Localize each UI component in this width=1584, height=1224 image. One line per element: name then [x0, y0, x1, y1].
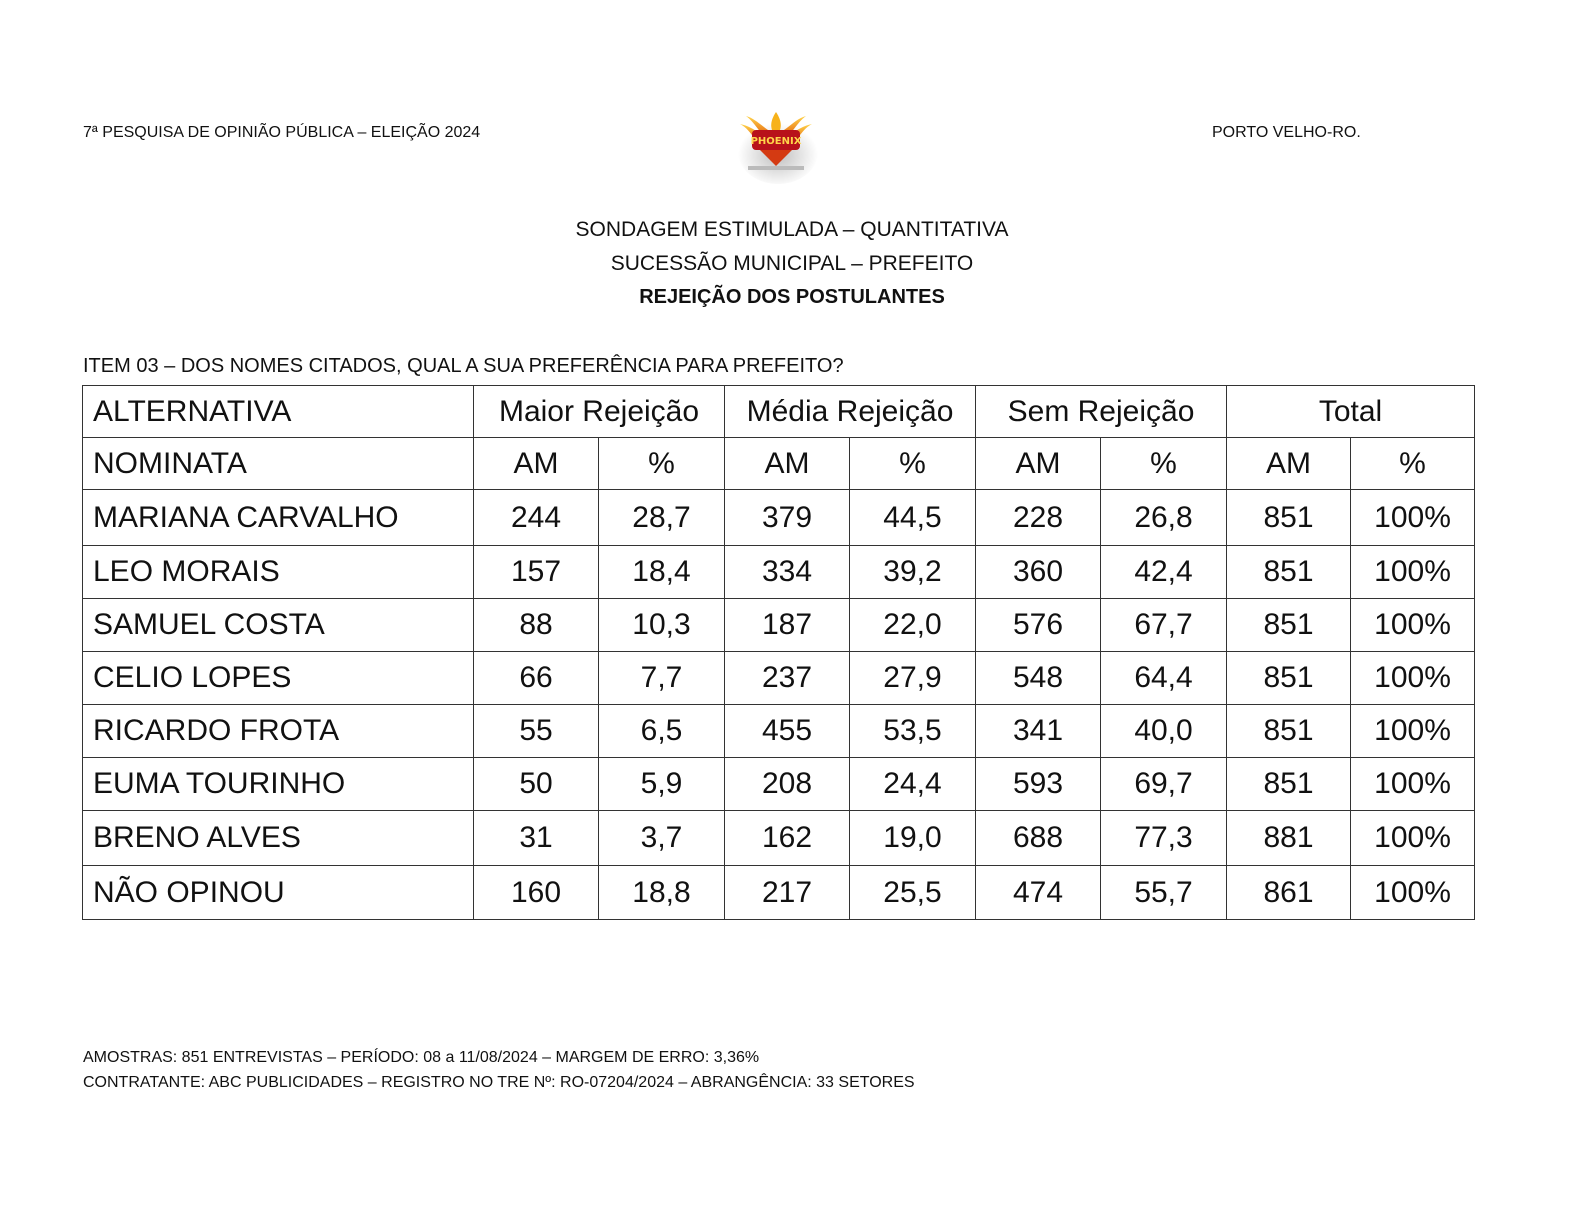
- subheader-cell: AM: [725, 438, 850, 490]
- value-cell: 187: [725, 599, 850, 652]
- value-cell: 861: [1227, 866, 1351, 920]
- value-cell: 39,2: [850, 546, 976, 599]
- footer-samples: AMOSTRAS: 851 ENTREVISTAS – PERÍODO: 08 a 11/08/2024 – MARGEM DE ERRO: 3,36%: [83, 1049, 760, 1066]
- subheader-cell: %: [1351, 438, 1475, 490]
- value-cell: 334: [725, 546, 850, 599]
- header-location: PORTO VELHO-RO.: [1212, 124, 1361, 141]
- value-cell: 18,8: [599, 866, 725, 920]
- value-cell: 474: [976, 866, 1101, 920]
- value-cell: 40,0: [1101, 705, 1227, 758]
- value-cell: 44,5: [850, 490, 976, 546]
- value-cell: 88: [474, 599, 599, 652]
- header-survey-title: 7ª PESQUISA DE OPINIÃO PÚBLICA – ELEIÇÃO 2024: [83, 124, 481, 141]
- candidate-name: CELIO LOPES: [83, 652, 474, 705]
- table-row: [83, 758, 1475, 811]
- value-cell: 379: [725, 490, 850, 546]
- value-cell: 7,7: [599, 652, 725, 705]
- value-cell: 42,4: [1101, 546, 1227, 599]
- table-row: [83, 490, 1475, 546]
- value-cell: 100%: [1351, 811, 1475, 866]
- table-row: [83, 811, 1475, 866]
- value-cell: 26,8: [1101, 490, 1227, 546]
- value-cell: 688: [976, 811, 1101, 866]
- value-cell: 19,0: [850, 811, 976, 866]
- subheader-cell: AM: [474, 438, 599, 490]
- value-cell: 851: [1227, 546, 1351, 599]
- candidate-name: LEO MORAIS: [83, 546, 474, 599]
- table-row: [83, 599, 1475, 652]
- candidate-name: BRENO ALVES: [83, 811, 474, 866]
- phoenix-logo: [734, 106, 818, 186]
- value-cell: 55,7: [1101, 866, 1227, 920]
- subheader-cell: AM: [1227, 438, 1351, 490]
- value-cell: 851: [1227, 705, 1351, 758]
- value-cell: 24,4: [850, 758, 976, 811]
- value-cell: 208: [725, 758, 850, 811]
- value-cell: 244: [474, 490, 599, 546]
- value-cell: 64,4: [1101, 652, 1227, 705]
- value-cell: 576: [976, 599, 1101, 652]
- logo-text: PHOENIX: [750, 136, 802, 147]
- subheader-cell: AM: [976, 438, 1101, 490]
- value-cell: 22,0: [850, 599, 976, 652]
- value-cell: 100%: [1351, 705, 1475, 758]
- value-cell: 3,7: [599, 811, 725, 866]
- header-sem-rejeicao: Sem Rejeição: [976, 386, 1227, 438]
- value-cell: 548: [976, 652, 1101, 705]
- subheader-cell: %: [1101, 438, 1227, 490]
- candidate-name: NÃO OPINOU: [83, 866, 474, 920]
- value-cell: 851: [1227, 652, 1351, 705]
- value-cell: 66: [474, 652, 599, 705]
- title-line-3: REJEIÇÃO DOS POSTULANTES: [639, 286, 945, 308]
- table-row: [83, 546, 1475, 599]
- value-cell: 18,4: [599, 546, 725, 599]
- value-cell: 31: [474, 811, 599, 866]
- value-cell: 27,9: [850, 652, 976, 705]
- table-row: [83, 705, 1475, 758]
- title-line-1: SONDAGEM ESTIMULADA – QUANTITATIVA: [575, 218, 1009, 241]
- value-cell: 77,3: [1101, 811, 1227, 866]
- header-media-rejeicao: Média Rejeição: [725, 386, 976, 438]
- header-total: Total: [1227, 386, 1475, 438]
- value-cell: 100%: [1351, 652, 1475, 705]
- value-cell: 217: [725, 866, 850, 920]
- value-cell: 100%: [1351, 490, 1475, 546]
- value-cell: 5,9: [599, 758, 725, 811]
- value-cell: 160: [474, 866, 599, 920]
- value-cell: 455: [725, 705, 850, 758]
- value-cell: 100%: [1351, 758, 1475, 811]
- value-cell: 162: [725, 811, 850, 866]
- question-text: ITEM 03 – DOS NOMES CITADOS, QUAL A SUA PREFERÊNCIA PARA PREFEITO?: [83, 355, 844, 377]
- value-cell: 157: [474, 546, 599, 599]
- value-cell: 228: [976, 490, 1101, 546]
- value-cell: 360: [976, 546, 1101, 599]
- value-cell: 341: [976, 705, 1101, 758]
- header-nominata: NOMINATA: [83, 438, 474, 490]
- value-cell: 50: [474, 758, 599, 811]
- value-cell: 100%: [1351, 546, 1475, 599]
- header-alternativa: ALTERNATIVA: [83, 386, 474, 438]
- group-header-row: [83, 386, 1475, 438]
- subheader-cell: %: [850, 438, 976, 490]
- value-cell: 10,3: [599, 599, 725, 652]
- value-cell: 55: [474, 705, 599, 758]
- value-cell: 237: [725, 652, 850, 705]
- value-cell: 851: [1227, 758, 1351, 811]
- value-cell: 6,5: [599, 705, 725, 758]
- table-row: [83, 652, 1475, 705]
- value-cell: 851: [1227, 599, 1351, 652]
- footer-contractor: CONTRATANTE: ABC PUBLICIDADES – REGISTRO NO TRE Nº: RO-07204/2024 – ABRANGÊNCIA: 33 SETORES: [83, 1074, 915, 1091]
- candidate-name: EUMA TOURINHO: [83, 758, 474, 811]
- value-cell: 53,5: [850, 705, 976, 758]
- value-cell: 851: [1227, 490, 1351, 546]
- value-cell: 67,7: [1101, 599, 1227, 652]
- candidate-name: RICARDO FROTA: [83, 705, 474, 758]
- value-cell: 69,7: [1101, 758, 1227, 811]
- table-row: [83, 866, 1475, 920]
- title-line-2: SUCESSÃO MUNICIPAL – PREFEITO: [610, 252, 974, 275]
- rejection-table: [82, 385, 1475, 920]
- subheader-cell: %: [599, 438, 725, 490]
- value-cell: 100%: [1351, 866, 1475, 920]
- header-maior-rejeicao: Maior Rejeição: [474, 386, 725, 438]
- sub-header-row: [83, 438, 1475, 490]
- value-cell: 28,7: [599, 490, 725, 546]
- value-cell: 593: [976, 758, 1101, 811]
- candidate-name: SAMUEL COSTA: [83, 599, 474, 652]
- candidate-name: MARIANA CARVALHO: [83, 490, 474, 546]
- value-cell: 25,5: [850, 866, 976, 920]
- value-cell: 881: [1227, 811, 1351, 866]
- value-cell: 100%: [1351, 599, 1475, 652]
